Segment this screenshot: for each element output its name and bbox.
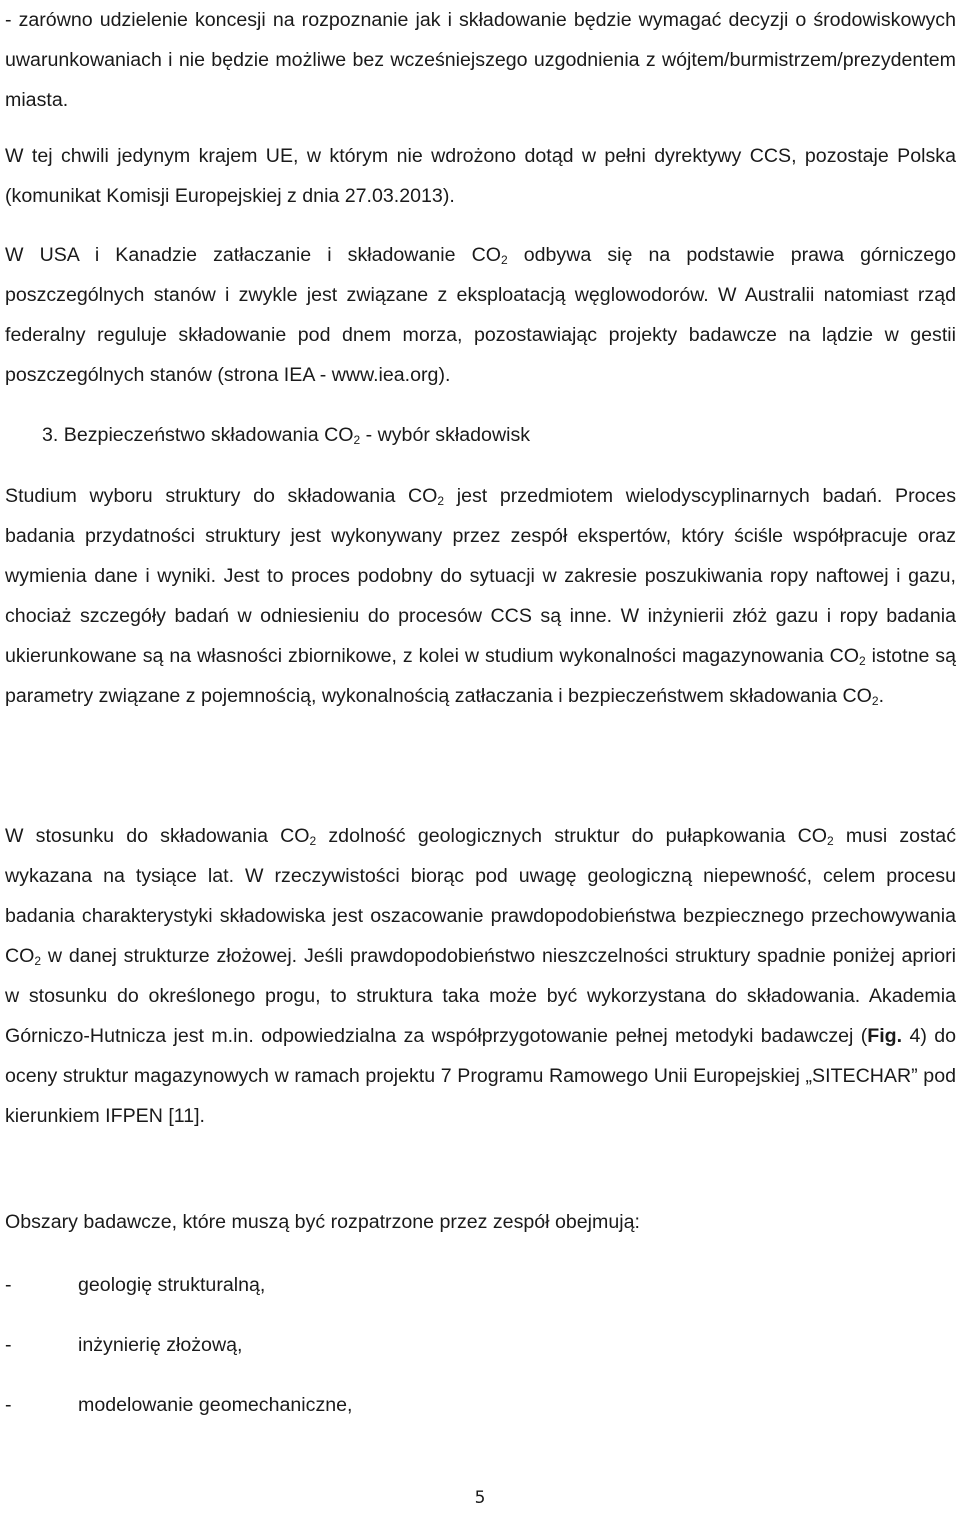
text-segment: zdolność geologicznych struktur do pułapkowania CO [316, 825, 827, 847]
list-item [5, 1325, 956, 1385]
text-segment: W stosunku do składowania CO [5, 825, 310, 847]
list-item [5, 1385, 956, 1445]
subscript: 2 [34, 954, 42, 968]
subscript: 2 [353, 433, 361, 447]
paragraph-storage-probability [5, 816, 956, 1136]
subscript: 2 [858, 654, 866, 668]
text-segment: ) do oceny struktur magazynowych w ramach projektu 7 Programu Ramowego Unii Europejskiej „SITECHAR” pod kierunkiem IFPEN [11]. [5, 1025, 957, 1127]
text-segment: Studium wyboru struktury do składowania CO [5, 485, 438, 507]
list-dash: - [5, 1274, 12, 1296]
text-segment: . [878, 685, 885, 707]
list-item-text: geologię strukturalną, [78, 1274, 266, 1296]
paragraph-study-selection [5, 476, 956, 716]
research-areas-list [5, 1265, 956, 1445]
text-segment: jest przedmiotem wielodyscyplinarnych badań. Proces badania przydatności struktury jest wykonywany przez zespół ekspertów, który ściśle współpracuje oraz wymienia dane i wyniki. Jest to proces podobny do sytuacji w zakresie poszukiwania ropy naftowej i gazu, chociaż szczegóły badań w odniesieniu do procesów CCS są inne. W inżynierii złóż gazu i ropy badania ukierunkowane są na własności zbiornikowe, z kolei w studium wykonalności magazynowania CO [5, 485, 956, 667]
list-item-text: inżynierię złożową, [78, 1334, 243, 1356]
section-heading [5, 415, 956, 455]
subscript: 2 [827, 834, 834, 848]
heading-text: Bezpieczeństwo składowania CO [63, 424, 354, 446]
page-number: 5 [474, 1488, 486, 1508]
text-segment: w danej strukturze złożowej. Jeśli prawdopodobieństwo nieszczelności struktury spadnie poniżej apriori w stosunku do określonego progu, to struktura taka może być wykorzystana do składowania. Akademia Górniczo-Hutnicza jest m.in. odpowiedzialna za współprzygotowanie pełnej metodyki badawczej ( [5, 945, 956, 1047]
heading-text: - wybór składowisk [360, 424, 531, 446]
heading-number: 3. [42, 424, 59, 446]
list-item [5, 1265, 956, 1325]
subscript: 2 [309, 834, 317, 848]
list-item-text: modelowanie geomechaniczne, [78, 1394, 353, 1416]
subscript: 2 [871, 694, 879, 708]
figure-reference: Fig. [867, 1025, 903, 1047]
text-segment: W USA i Kanadzie zatłaczanie i składowanie CO [5, 244, 501, 266]
paragraph-research-areas: Obszary badawcze, które muszą być rozpatrzone przez zespół obejmują: [5, 1211, 640, 1233]
paragraph-ccs-directive: W tej chwili jedynym krajem UE, w którym nie wdrożono dotąd w pełni dyrektywy CCS, pozostaje Polska (komunikat Komisji Europejskiej z dnia 27.03.2013). [5, 145, 956, 207]
text-segment: istotne są parametry związane z pojemnością, wykonalnością zatłaczania i bezpieczeństwem składowania CO [5, 645, 956, 707]
paragraph-concession: - zarówno udzielenie koncesji na rozpoznanie jak i składowanie będzie wymagać decyzji o środowiskowych uwarunkowaniach i nie będzie możliwe bez wcześniejszego uzgodnienia z wójtem/burmistrzem/prezydentem miasta. [5, 9, 956, 111]
list-dash: - [5, 1334, 12, 1356]
subscript: 2 [500, 253, 508, 267]
list-dash: - [5, 1394, 12, 1416]
paragraph-usa-canada [5, 235, 956, 395]
text-segment: odbywa się na podstawie prawa górniczego poszczególnych stanów i zwykle jest związane z eksploatacją węglowodorów. W Australii natomiast rząd federalny reguluje składowanie pod dnem morza, pozostawiając projekty badawcze na lądzie w gestii poszczególnych stanów (strona IEA - www.iea.org). [5, 244, 956, 386]
figure-number: 4 [909, 1025, 921, 1047]
subscript: 2 [437, 494, 445, 508]
text-segment: musi zostać wykazana na tysiące lat. W rzeczywistości biorąc pod uwagę geologiczną niepewność, celem procesu badania charakterystyki składowiska jest oszacowanie prawdopodobieństwa bezpiecznego przechowywania CO [5, 825, 956, 967]
